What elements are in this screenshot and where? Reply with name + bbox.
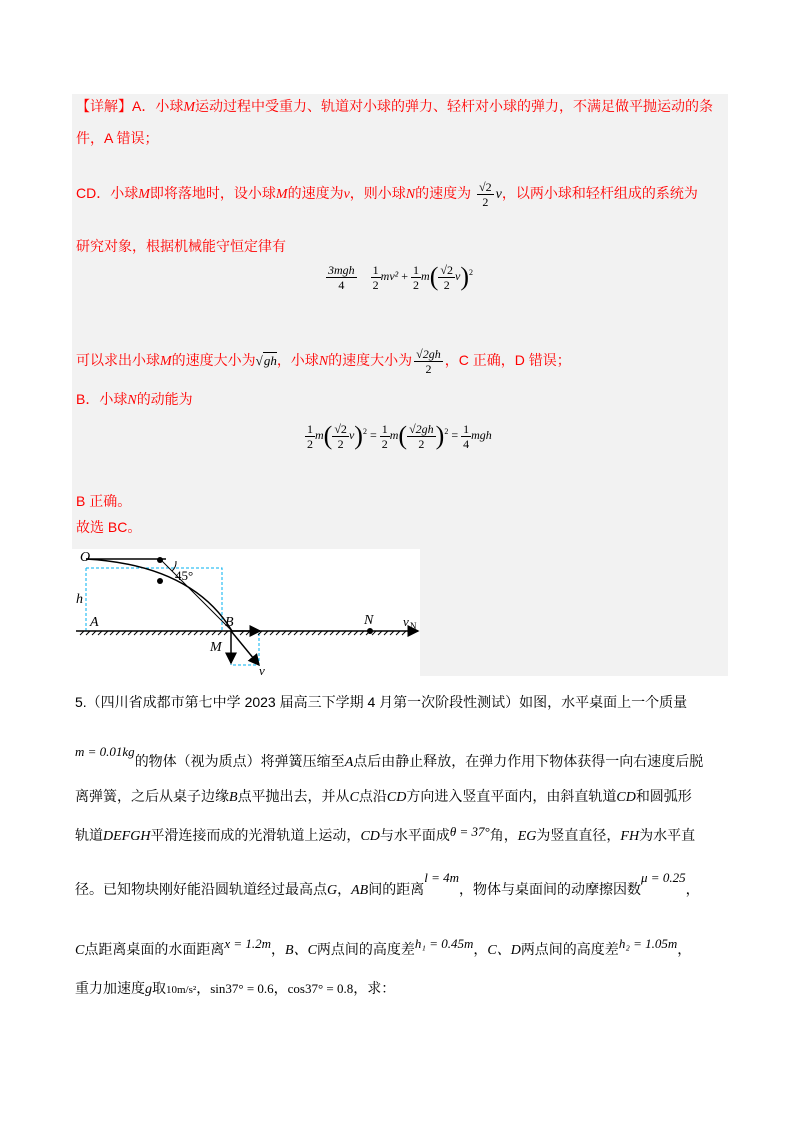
label-A: A [90, 615, 99, 630]
q5-line-5: 径。已知物块刚好能沿圆轨道经过最高点G，AB间的距离l = 4m，物体与桌面间的动摩擦因数μ = 0.25， [75, 870, 700, 898]
q5-line-3: 离弹簧，之后从桌子边缘B点平抛出去，并从C点沿CD方向进入竖直平面内，由斜直轨道CD和圆弧形 [75, 788, 692, 805]
ball-lower [157, 578, 163, 584]
q5-line-2: m = 0.01kg的物体（视为质点）将弹簧压缩至A点后由静止释放，在弹力作用下物体获得一向右速度后脱 [75, 744, 704, 770]
q5-line-7: 重力加速度g取10m/s²，sin37° = 0.6，cos37° = 0.8，求： [75, 980, 396, 997]
label-B: B [225, 615, 234, 630]
resultant-velocity-arrow [231, 631, 259, 665]
solution-line-2: 件，A 错误； [76, 130, 159, 146]
vn-fraction: $\frac{√2}{2}$ [479, 180, 492, 209]
ball-upper [157, 557, 163, 563]
motion-diagram-svg [72, 549, 420, 677]
energy-equation: $\frac{\text{3mgh}}{4}$ $\frac{1}{2}$ mv² + $\frac{1}{2}$ m( $\frac{√2}{2}$ v)$^2$ [328, 262, 473, 292]
solution-line-7: B 正确。 [76, 493, 132, 509]
label-v: v [259, 663, 265, 677]
label-N: N [364, 613, 374, 628]
q5-line-1: 5.（四川省成都市第七中学 2023 届高三下学期 4 月第一次阶段性测试）如图，水平桌面上一个质量 [75, 694, 688, 710]
label-h: h [76, 592, 83, 607]
kinetic-energy-equation: $\frac{1}{2}$ m( $\frac{√2}{2}$ v)$^2$ = $\frac{1}{2}$ m( $\frac{√2gh}{2}$ )$^2$ = $\frac{1}{4}$ mgh [307, 421, 492, 451]
q5-line-6: C点距离桌面的水面距离x = 1.2m，B、C两点间的高度差h₁ = 0.45m，C、D两点间的高度差h₂ = 1.05m， [75, 936, 692, 958]
motion-diagram [72, 549, 420, 677]
detail-tag: 【详解】 [76, 98, 132, 114]
solution-line-6: B．小球N的动能为 [76, 391, 193, 408]
label-vN: v [403, 614, 409, 629]
solution-line-3: CD．小球M即将落地时，设小球M的速度为v，则小球N的速度为 $\frac{√2}{2}$ v，以两小球和轻杆组成的系统为 [76, 180, 698, 209]
q5-line-4: 轨道DEFGH平滑连接而成的光滑轨道上运动，CD与水平面成θ = 37°角，EG为竖直直径，FH为水平直 [75, 824, 696, 844]
slanted-rod [160, 559, 232, 631]
trajectory-curve [86, 559, 232, 631]
solution-line-8: 故选 BC。 [76, 519, 142, 535]
label-M: M [210, 640, 222, 655]
label-angle: 45° [175, 568, 194, 583]
solution-line-5: 可以求出小球M的速度大小为√gh，小球N的速度大小为 $\frac{√2gh}{2}$ ，C 正确，D 错误； [76, 347, 571, 376]
solution-line-1: 【详解】A．小球M运动过程中受重力、轨道对小球的弹力、轻杆对小球的弹力，不满足做平抛运动的条 [76, 98, 714, 115]
dashed-guide-1 [86, 568, 222, 631]
label-vN-sub: N [410, 621, 417, 631]
label-O: O [80, 550, 91, 565]
solution-line-4: 研究对象，根据机械能守恒定律有 [76, 238, 286, 254]
